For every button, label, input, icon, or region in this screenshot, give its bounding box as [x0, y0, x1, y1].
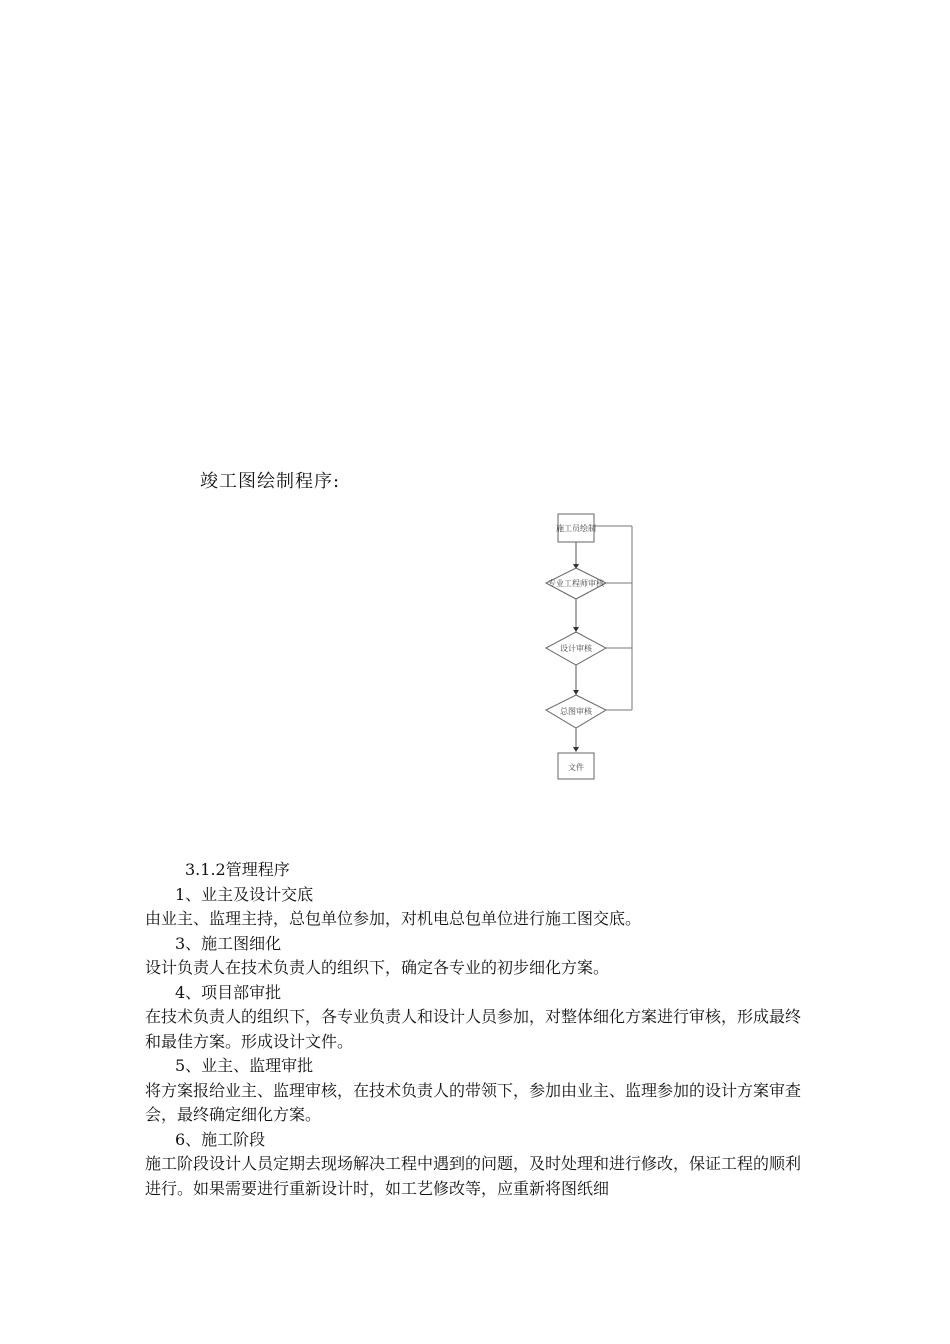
arrow-4 — [573, 747, 579, 752]
list-item: 3、施工图细化 — [175, 933, 282, 953]
flowchart-svg — [540, 510, 640, 785]
management-procedure-text — [145, 858, 815, 1201]
paragraph: 由业主、监理主持，总包单位参加，对机电总包单位进行施工图交底。 — [145, 909, 642, 928]
paragraph: 施工阶段设计人员定期去现场解决工程中遇到的问题，及时处理和进行修改，保证工程的顺利进行。如果需要进行重新设计时，如工艺修改等，应重新将图纸细 — [145, 1154, 802, 1198]
node-drafting-label: 施工员绘制 — [556, 524, 596, 533]
arrow-2 — [573, 627, 579, 632]
list-item: 1、业主及设计交底 — [175, 884, 314, 904]
node-engineer-review-label: 专业工程师审核 — [548, 579, 604, 588]
node-general-review-label: 总图审核 — [560, 707, 592, 716]
paragraph: 将方案报给业主、监理审核，在技术负责人的带领下，参加由业主、监理参加的设计方案审查会，最终确定细化方案。 — [145, 1080, 802, 1124]
paragraph: 在技术负责人的组织下，各专业负责人和设计人员参加，对整体细化方案进行审核，形成最终和最佳方案。形成设计文件。 — [145, 1007, 802, 1051]
arrow-3 — [573, 690, 579, 695]
list-item: 4、项目部审批 — [175, 982, 282, 1002]
completion-drawing-flowchart — [540, 510, 640, 785]
node-design-review-label: 设计审核 — [560, 644, 592, 653]
list-item: 5、业主、监理审批 — [175, 1056, 314, 1075]
list-item: 6、施工阶段 — [175, 1129, 266, 1149]
paragraph: 设计负责人在技术负责人的组织下，确定各专业的初步细化方案。 — [145, 958, 610, 977]
flowchart-title: 竣工图绘制程序: — [200, 471, 341, 492]
subsection-title: 3.1.2管理程序 — [185, 860, 290, 879]
node-document-label: 文件 — [568, 763, 584, 772]
